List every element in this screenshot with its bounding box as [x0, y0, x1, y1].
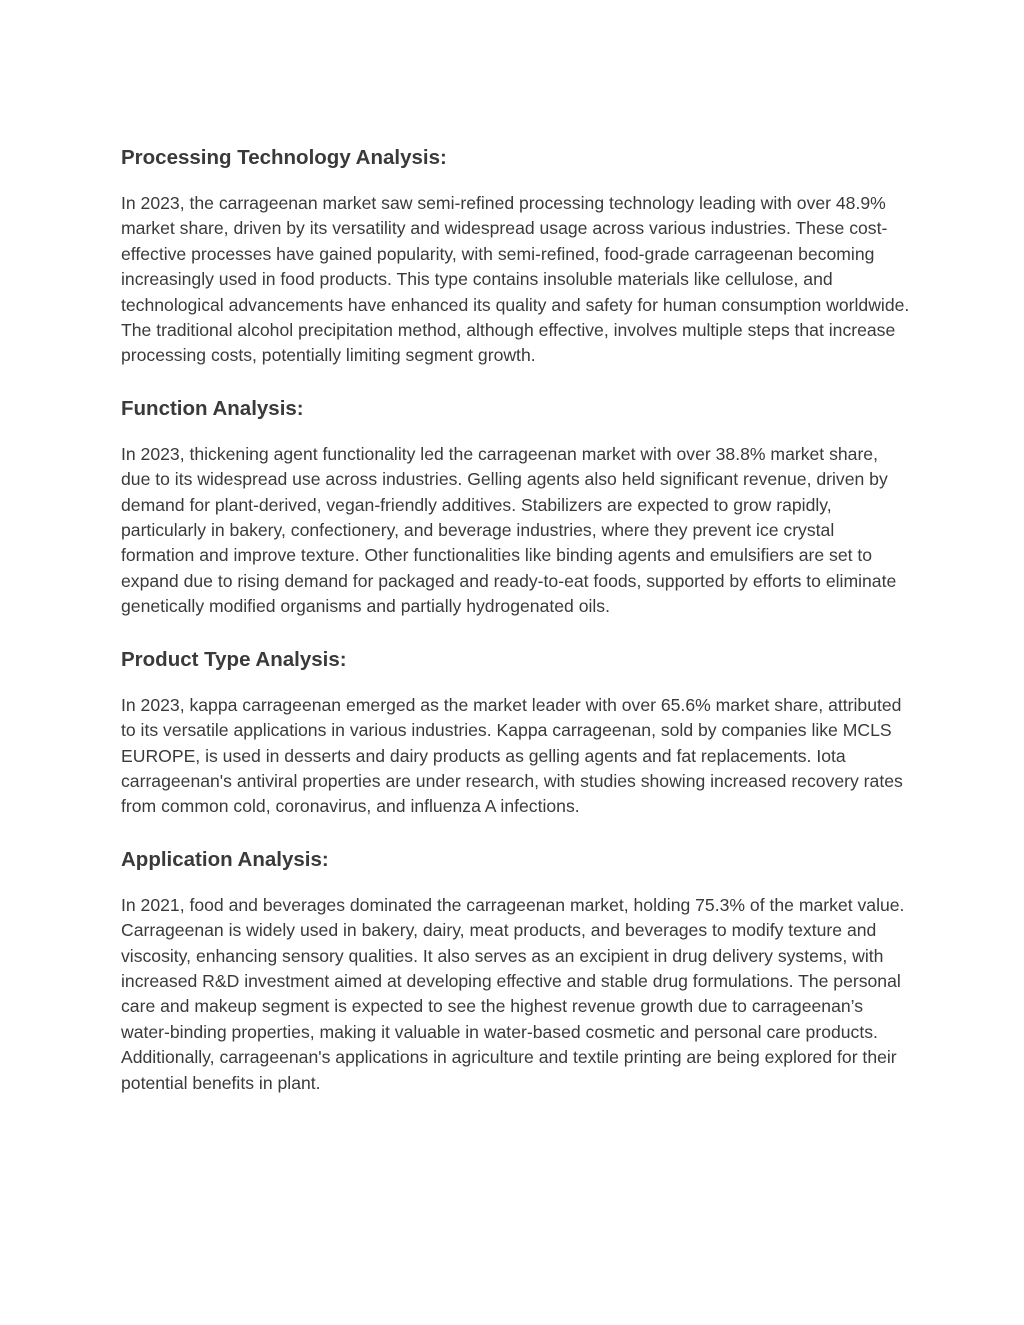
section-paragraph: In 2023, kappa carrageenan emerged as the market leader with over 65.6% market share, attributed to its versatile applications in various industries. Kappa carrageenan, sold by companies like MCLS EUROPE, is used in desserts and dairy products as gelling agents and fat replacements. Iota carrageenan's antiviral properties are under research, with studies showing increased recovery rates from common cold, coronavirus, and influenza A infections.	[121, 694, 903, 817]
section-function	[121, 394, 911, 620]
section-paragraph: In 2023, the carrageenan market saw semi-refined processing technology leading with over 48.9% market share, driven by its versatility and widespread usage across various industries. These cost-effective processes have gained popularity, with semi-refined, food-grade carrageenan becoming increasingly used in food products. This type contains insoluble materials like cellulose, and technological advancements have enhanced its quality and safety for human consumption worldwide. The traditional alcohol precipitation method, although effective, involves multiple steps that increase processing costs, potentially limiting segment growth.	[121, 193, 910, 366]
document-page	[121, 143, 911, 1121]
section-paragraph: In 2021, food and beverages dominated the carrageenan market, holding 75.3% of the market value. Carrageenan is widely used in bakery, dairy, meat products, and beverages to modify texture and viscosity, enhancing sensory qualities. It also serves as an excipient in drug delivery systems, with increased R&D investment aimed at developing effective and stable drug formulations. The personal care and makeup segment is expected to see the highest revenue growth due to carrageenan’s water-binding properties, making it valuable in water-based cosmetic and personal care products. Additionally, carrageenan's applications in agriculture and textile printing are being explored for their potential benefits in plant.	[121, 894, 905, 1093]
section-heading: Function Analysis:	[121, 396, 304, 420]
section-heading: Product Type Analysis:	[121, 647, 347, 671]
section-application	[121, 845, 911, 1096]
section-heading: Application Analysis:	[121, 847, 329, 871]
section-paragraph: In 2023, thickening agent functionality led the carrageenan market with over 38.8% market share, due to its widespread use across industries. Gelling agents also held significant revenue, driven by demand for plant-derived, vegan-friendly additives. Stabilizers are expected to grow rapidly, particularly in bakery, confectionery, and beverage industries, where they prevent ice crystal formation and improve texture. Other functionalities like binding agents and emulsifiers are set to expand due to rising demand for packaged and ready-to-eat foods, supported by efforts to eliminate genetically modified organisms and partially hydrogenated oils.	[121, 443, 897, 617]
section-processing-technology	[121, 143, 911, 369]
section-heading: Processing Technology Analysis:	[121, 146, 447, 169]
section-product-type	[121, 645, 911, 820]
